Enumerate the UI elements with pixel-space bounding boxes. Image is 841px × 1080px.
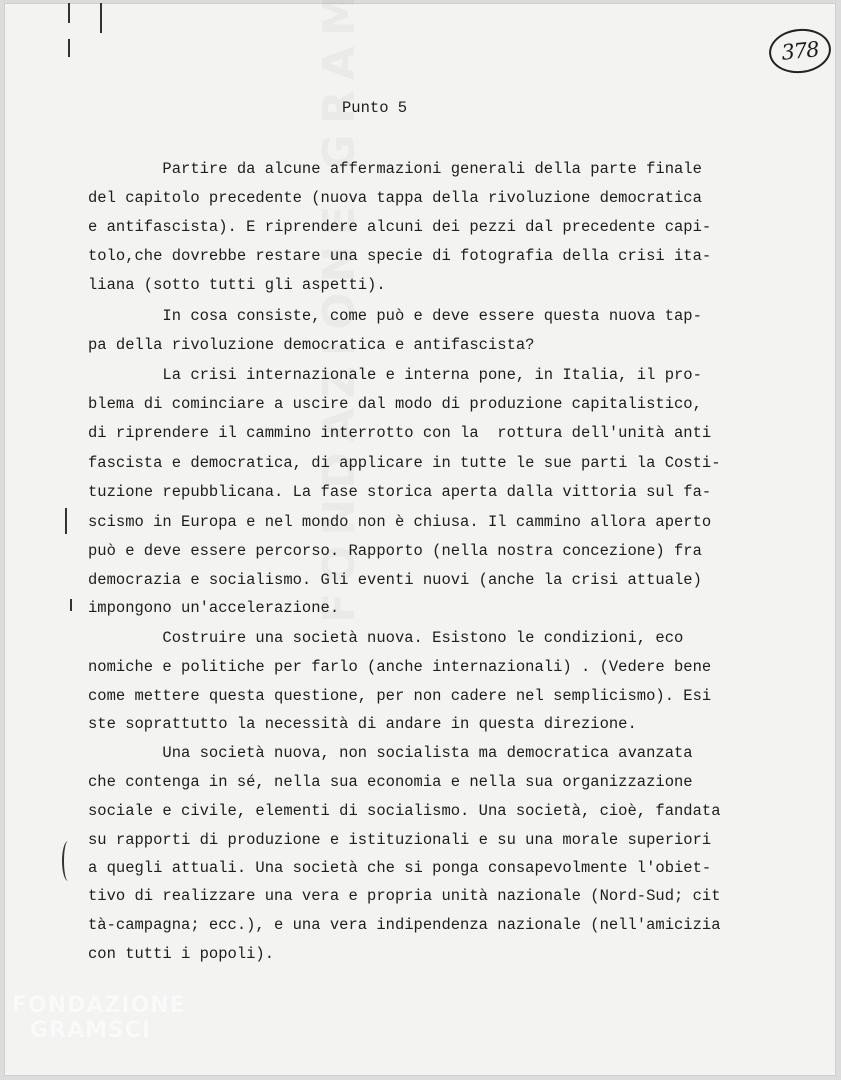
text-line: tolo,che dovrebbe restare una specie di fotografia della crisi ita-: [88, 247, 712, 265]
text-line: Partire da alcune affermazioni generali della parte finale: [88, 160, 702, 178]
text-line: blema di cominciare a uscire dal modo di produzione capitalistico,: [88, 395, 702, 413]
text-line: In cosa consiste, come può e deve essere questa nuova tap-: [88, 307, 702, 325]
text-line: impongono un'accelerazione.: [88, 599, 340, 617]
margin-mark-top-left-3: [100, 3, 102, 33]
text-line: e antifascista). E riprendere alcuni dei pezzi dal precedente capi-: [88, 218, 712, 236]
text-line: liana (sotto tutti gli aspetti).: [88, 276, 386, 294]
text-line: sociale e civile, elementi di socialismo. Una società, cioè, fandata: [88, 802, 721, 820]
logo-line-1: FONDAZIONE: [12, 993, 186, 1018]
margin-mark-top-left-2: [68, 39, 70, 57]
margin-mark-small: [70, 599, 72, 611]
text-line: può e deve essere percorso. Rapporto (nella nostra concezione) fra: [88, 542, 702, 560]
text-line: Costruire una società nuova. Esistono le condizioni, eco: [88, 629, 684, 647]
text-line: a quegli attuali. Una società che si ponga consapevolmente l'obiet-: [88, 859, 712, 877]
fondazione-gramsci-logo: [12, 993, 186, 1043]
margin-mark-top-left: [68, 3, 70, 23]
text-line: Una società nuova, non socialista ma democratica avanzata: [88, 744, 693, 762]
text-line: nomiche e politiche per farlo (anche internazionali) . (Vedere bene: [88, 658, 712, 676]
text-line: tuzione repubblicana. La fase storica aperta dalla vittoria sul fa-: [88, 483, 712, 501]
text-line: pa della rivoluzione democratica e antifascista?: [88, 336, 535, 354]
text-line: di riprendere il cammino interrotto con la rottura dell'unità anti: [88, 424, 712, 442]
page-title: Punto 5: [342, 99, 408, 117]
margin-mark-paragraph: [65, 508, 67, 534]
text-line: del capitolo precedente (nuova tappa della rivoluzione democratica: [88, 189, 702, 207]
text-line: scismo in Europa e nel mondo non è chiusa. Il cammino allora aperto: [88, 513, 712, 531]
text-line: La crisi internazionale e interna pone, in Italia, il pro-: [88, 366, 702, 384]
text-line: fascista e democratica, di applicare in tutte le sue parti la Costi-: [88, 454, 721, 472]
text-line: su rapporti di produzione e istituzionali e su una morale superiori: [88, 831, 712, 849]
document-page: [4, 3, 836, 1076]
text-line: tà-campagna; ecc.), e una vera indipendenza nazionale (nell'amicizia: [88, 916, 721, 934]
text-line: democrazia e socialismo. Gli eventi nuovi (anche la crisi attuale): [88, 571, 702, 589]
text-line: che contenga in sé, nella sua economia e nella sua organizzazione: [88, 773, 693, 791]
text-line: con tutti i popoli).: [88, 945, 275, 963]
margin-bracket-mark: [62, 841, 74, 881]
page-number: 378: [767, 26, 833, 76]
text-line: ste soprattutto la necessità di andare in questa direzione.: [88, 715, 637, 733]
text-line: tivo di realizzare una vera e propria unità nazionale (Nord-Sud; cit: [88, 887, 721, 905]
logo-line-2: GRAMSCI: [30, 1018, 152, 1043]
text-line: come mettere questa questione, per non cadere nel semplicismo). Esi: [88, 687, 712, 705]
